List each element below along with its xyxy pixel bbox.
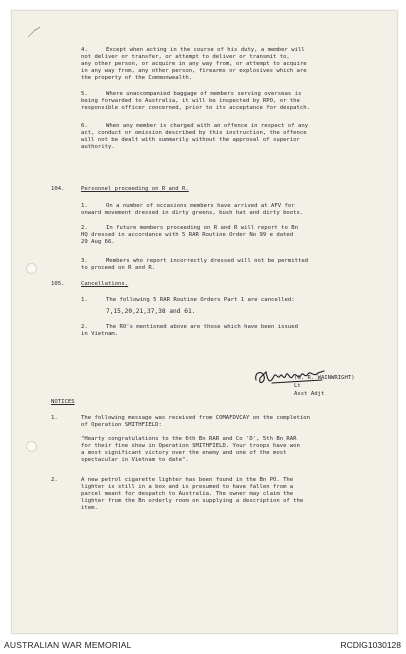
section-104-item-line: Members who report incorrectly dressed will not be permitted (106, 258, 309, 264)
section-104-heading: Personnel proceeding on R and R. (81, 186, 189, 192)
para-6-line: When any member is charged with an offence in respect of any (106, 123, 309, 129)
section-105-number: 105. (51, 281, 65, 287)
notice-line: lighter is still in a box and is presumed to have fallen from a (81, 484, 294, 490)
notice-quote-line: a most significant victory over the enemy and one of the most (81, 450, 287, 456)
section-104-item-line: to proceed on R and R. (81, 265, 156, 271)
document-page (11, 10, 398, 634)
section-104-item-number: 2. (81, 225, 88, 231)
section-104-item-line: 29 Aug 66. (81, 239, 115, 245)
punch-hole-bottom (26, 441, 37, 452)
para-5-line: Where unaccompanied baggage of members serving overseas is (106, 91, 302, 97)
section-104-item-line: On a number of occasions members have arrived at AFV for (106, 203, 295, 209)
section-104-item-number: 3. (81, 258, 88, 264)
section-105-heading: Cancellations. (81, 281, 129, 287)
notice-number: 2. (51, 477, 58, 483)
para-4-line: in any way from, any other person, firearms or explosives which are (81, 68, 307, 74)
section-104-item-line: onward movement dressed in dirty greens, bush hat and dirty boots. (81, 210, 304, 216)
para-4-line: Except when acting in the course of his duty, a member will (106, 47, 305, 53)
section-105-item-number: 2. (81, 324, 88, 330)
notices-heading: NOTICES (51, 399, 75, 405)
para-4-number: 4. (81, 47, 88, 53)
section-104-item-line: HQ dressed in accordance with 5 RAR Routine Order No 99 e dated (81, 232, 294, 238)
notice-line: The following message was received from COMAFDVCAY on the completion (81, 415, 311, 421)
para-4-line: any other person, or acquire in any way from, or attempt to acquire (81, 61, 307, 67)
notice-line: of Operation SMITHFIELD: (81, 422, 162, 428)
archive-footer (0, 638, 406, 654)
section-105-item-line: 7,15,20,21,37,38 and 61. (106, 308, 196, 315)
section-104-number: 104. (51, 186, 65, 192)
para-4-line: not deliver or transfer, or attempt to deliver or transmit to, (81, 54, 290, 60)
record-id: RCDIG1030128 (340, 640, 401, 650)
para-6-line: act, conduct or omission described by this instruction, the offence (81, 130, 307, 136)
section-105-item-line: The following 5 RAR Routine Orders Part 1 are cancelled: (106, 297, 295, 303)
notice-line: parcel meant for despatch to Australia. The owner may claim the (81, 491, 294, 497)
para-5-line: responsible officer concerned, prior to its acceptance for despatch. (81, 105, 311, 111)
signature-title: Asst Adjt (294, 391, 325, 397)
pencil-mark-icon (26, 25, 48, 39)
punch-hole-top (26, 263, 37, 274)
section-105-item-line: The RO's mentioned above are those which have been issued (106, 324, 298, 330)
para-5-number: 5. (81, 91, 88, 97)
para-4-line: the property of the Commonwealth. (81, 75, 193, 81)
notice-line: lighter from the Bn orderly room on supplying a description of the (81, 498, 304, 504)
para-5-line: being forwarded to Australia, it will be inspected by RPO, or the (81, 98, 300, 104)
notice-line: item. (81, 505, 98, 511)
signature-rank: Lt (294, 383, 301, 389)
para-6-line: authority. (81, 144, 115, 150)
notice-quote-line: for their fine show in Operation SMITHFIELD. Your troops have won (81, 443, 300, 449)
notice-line: A new petrol cigarette lighter has been found in the Bn PO. The (81, 477, 294, 483)
archive-name: AUSTRALIAN WAR MEMORIAL (4, 640, 132, 650)
notice-quote-line: "Hearty congratulations to the 6th Bn RAR and Co 'D', 5th Bn RAR (81, 436, 297, 442)
section-104-item-line: In future members proceeding on R and R will report to Bn (106, 225, 298, 231)
notice-number: 1. (51, 415, 58, 421)
para-6-number: 6. (81, 123, 88, 129)
para-6-line: will not be dealt with summarily without the approval of superior (81, 137, 300, 143)
section-105-item-number: 1. (81, 297, 88, 303)
section-104-item-number: 1. (81, 203, 88, 209)
section-105-item-line: in Vietnam. (81, 331, 119, 337)
notice-quote-line: spectacular in Vietnam to date". (81, 457, 189, 463)
signature-name: (G. R. WAINWRIGHT) (294, 375, 355, 381)
